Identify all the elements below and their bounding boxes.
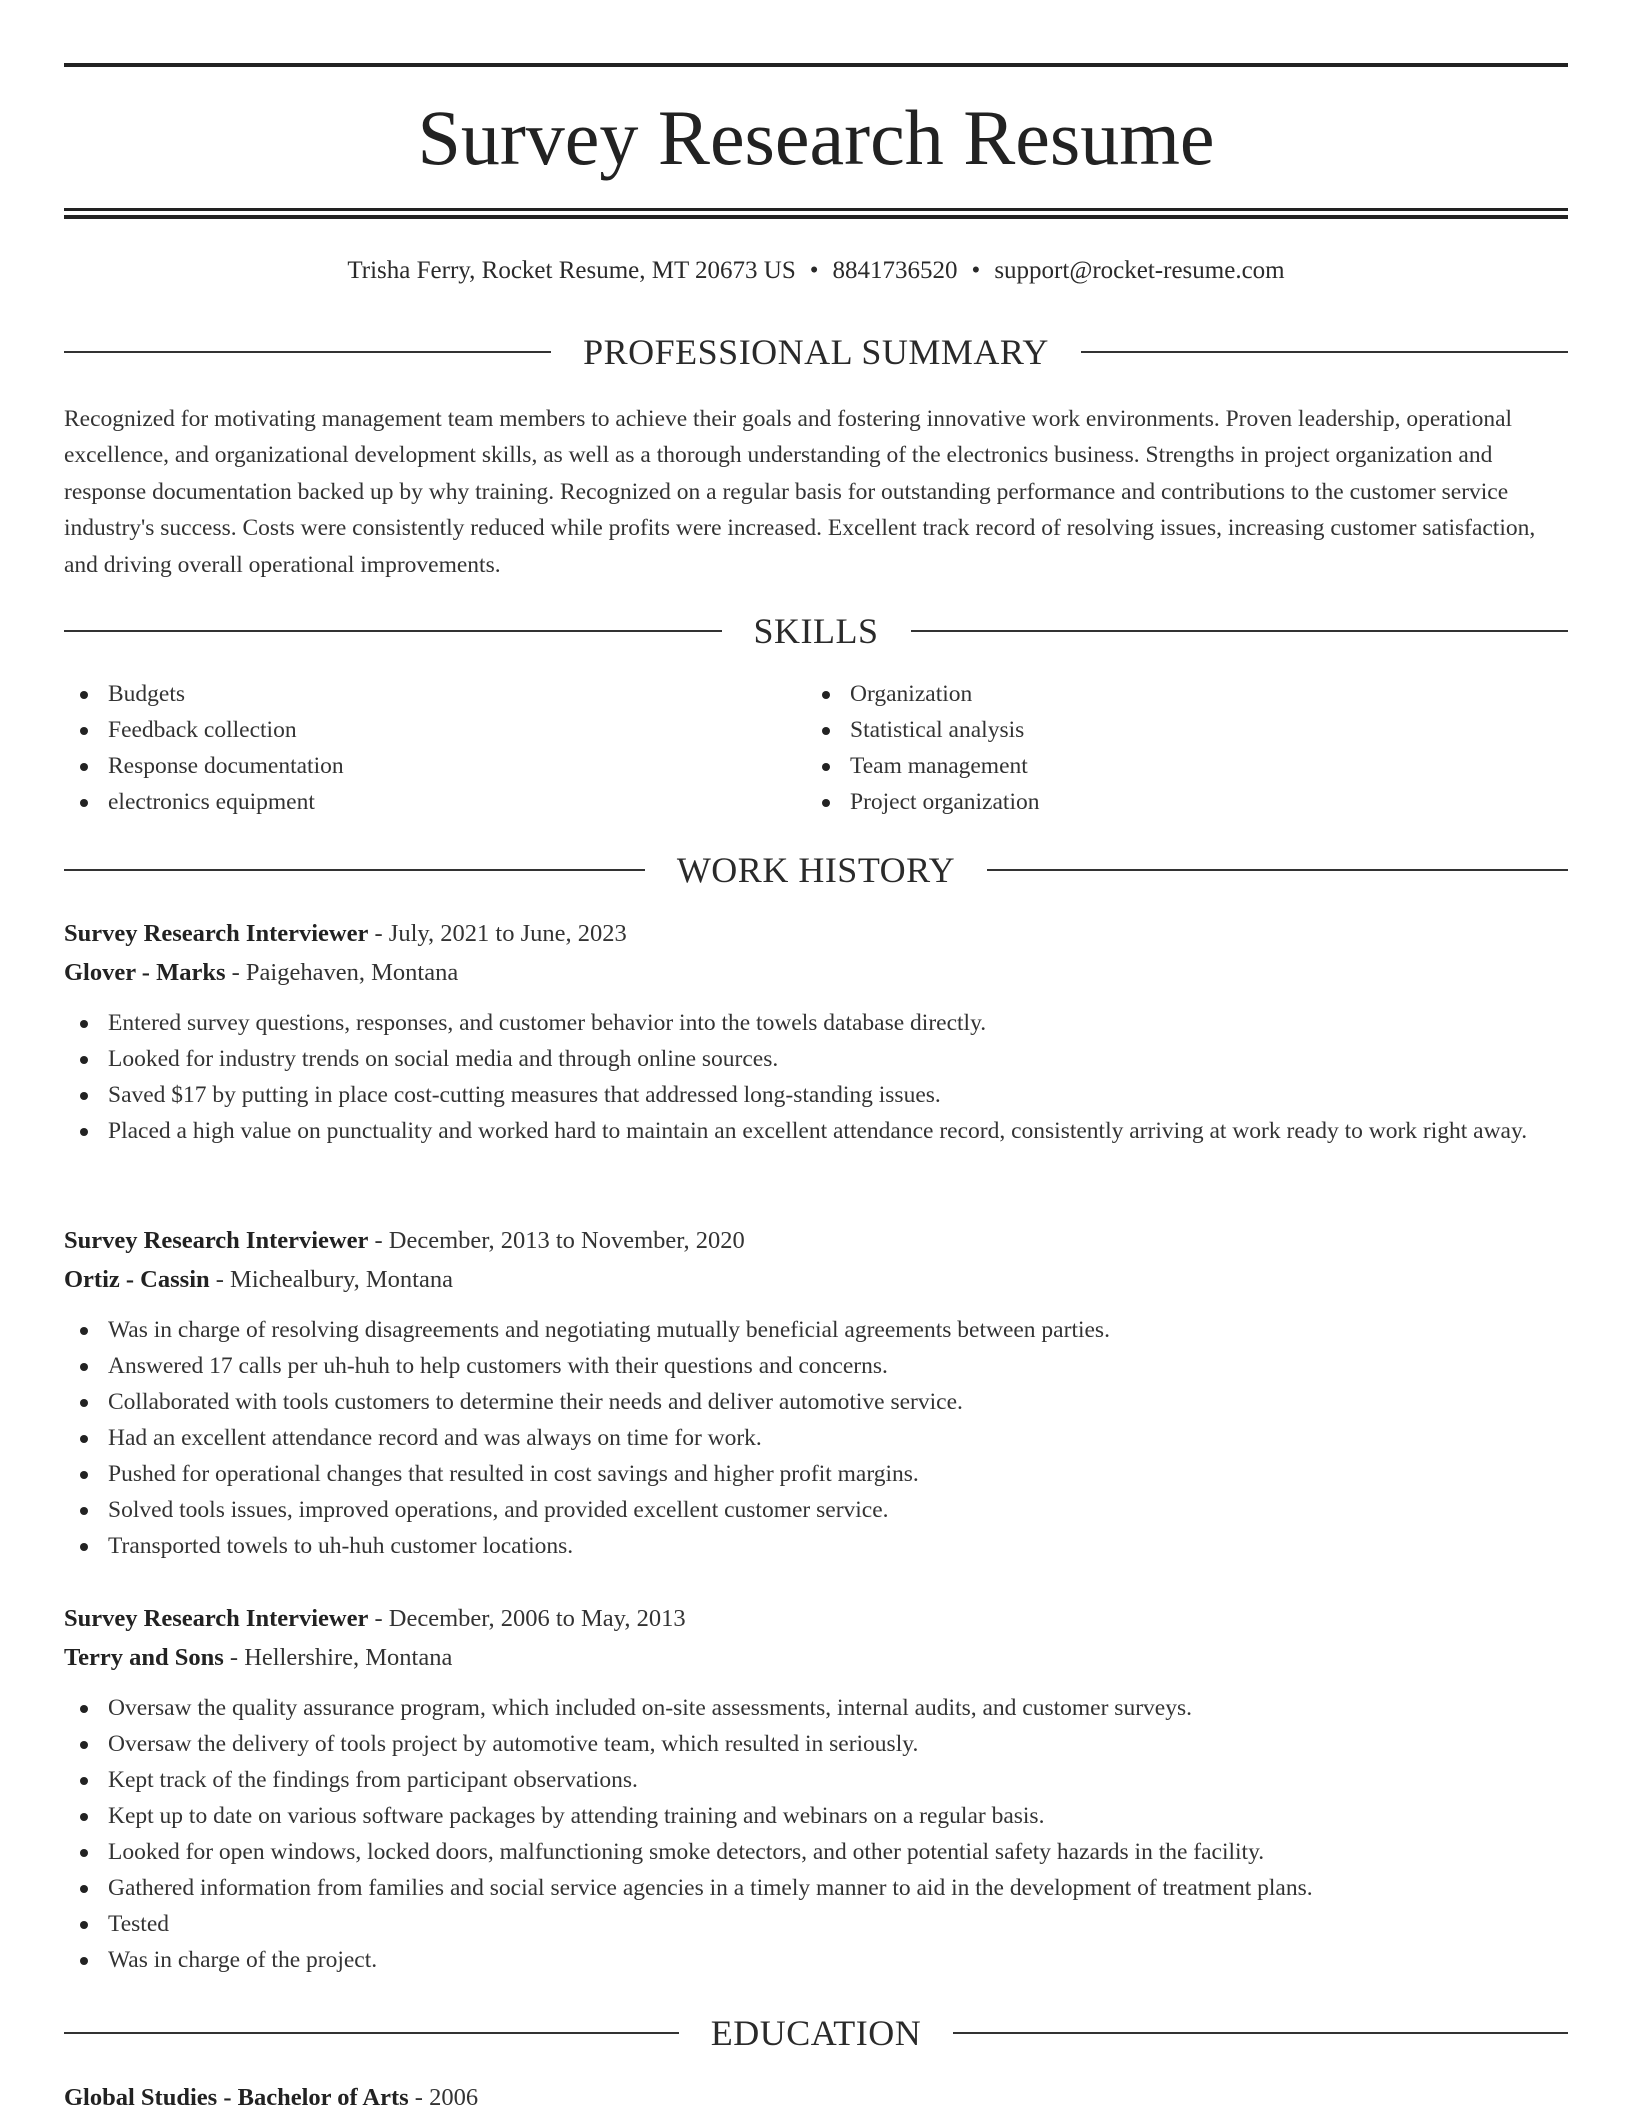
job-company: Ortiz - Cassin	[64, 1266, 210, 1293]
job-bullets	[64, 1690, 1568, 1978]
job-location: Hellershire, Montana	[244, 1644, 453, 1671]
contact-separator: •	[809, 257, 819, 284]
contact-phone: 8841736520	[832, 257, 958, 284]
job-company-line	[64, 953, 1568, 992]
contact-address: Trisha Ferry, Rocket Resume, MT 20673 US	[347, 257, 796, 284]
top-rule	[64, 63, 1568, 67]
education-degree: Bachelor of Arts	[237, 2084, 409, 2111]
contact-email: support@rocket-resume.com	[994, 257, 1285, 284]
job-bullet: Gathered information from families and social service agencies in a timely manner to aid in the development of treatment plans.	[64, 1870, 1568, 1906]
job-bullet: Answered 17 calls per uh-huh to help customers with their questions and concerns.	[64, 1348, 1568, 1384]
job-title: Survey Research Interviewer	[64, 920, 369, 947]
job-location: Michealbury, Montana	[230, 1266, 453, 1293]
job-title-line	[64, 914, 1568, 953]
job-bullet: Had an excellent attendance record and was always on time for work.	[64, 1420, 1568, 1456]
job-title-line	[64, 1599, 1568, 1638]
skill-item: electronics equipment	[64, 784, 806, 820]
job-bullet: Placed a high value on punctuality and worked hard to maintain an excellent attendance record, consistently arriving at work ready to work right away.	[64, 1113, 1568, 1149]
job-bullet: Entered survey questions, responses, and customer behavior into the towels database directly.	[64, 1005, 1568, 1041]
dash-separator: -	[223, 1644, 245, 1671]
dash-separator: -	[209, 1266, 231, 1293]
skills-column-left	[64, 676, 806, 820]
dash-separator: -	[408, 2084, 430, 2111]
skills-list	[64, 676, 1568, 820]
job-bullet: Was in charge of the project.	[64, 1942, 1568, 1978]
title-double-rule-lower	[64, 215, 1568, 219]
section-header-skills	[64, 609, 1568, 653]
section-rule	[64, 869, 645, 871]
job-bullet: Pushed for operational changes that resulted in cost savings and higher profit margins.	[64, 1456, 1568, 1492]
job-bullet: Saved $17 by putting in place cost-cutting measures that addressed long-standing issues.	[64, 1077, 1568, 1113]
job-entry	[64, 1599, 1568, 1978]
section-rule	[64, 2032, 679, 2034]
section-header-education	[64, 2011, 1568, 2055]
dash-separator: -	[225, 959, 246, 986]
dash-separator: -	[368, 920, 389, 947]
job-bullet: Collaborated with tools customers to determine their needs and deliver automotive service.	[64, 1384, 1568, 1420]
skill-item: Project organization	[806, 784, 1548, 820]
summary-text: Recognized for motivating management team members to achieve their goals and fostering innovative work environments. Proven leadership, operational excellence, and organizational development skills, as well as a thorough understanding of the electronics business. Strengths in project organization and response documentation backed up by why training. Recognized on a regular basis for outstanding performance and contributions to the customer service industry's success. Costs were consistently reduced while profits were increased. Excellent track record of resolving issues, increasing customer satisfaction, and driving overall operational improvements.	[64, 406, 1536, 578]
skill-item: Response documentation	[64, 748, 806, 784]
job-title: Survey Research Interviewer	[64, 1227, 369, 1254]
skill-item: Organization	[806, 676, 1548, 712]
skill-item: Budgets	[64, 676, 806, 712]
job-title-line	[64, 1221, 1568, 1260]
job-company-line	[64, 1260, 1568, 1299]
skill-item: Team management	[806, 748, 1548, 784]
job-bullet: Was in charge of resolving disagreements and negotiating mutually beneficial agreements between parties.	[64, 1312, 1568, 1348]
job-bullets	[64, 1312, 1568, 1564]
job-bullet: Solved tools issues, improved operations, and provided excellent customer service.	[64, 1492, 1568, 1528]
education-year: 2006	[429, 2084, 479, 2111]
section-header-summary	[64, 330, 1568, 374]
job-dates: July, 2021 to June, 2023	[388, 920, 627, 947]
dash-separator: -	[368, 1605, 389, 1632]
section-rule	[987, 869, 1568, 871]
job-bullet: Looked for industry trends on social media and through online sources.	[64, 1041, 1568, 1077]
job-company: Glover - Marks	[64, 959, 226, 986]
job-company-line	[64, 1638, 1568, 1677]
section-title: SKILLS	[753, 611, 879, 651]
job-bullet: Kept up to date on various software packages by attending training and webinars on a regular basis.	[64, 1798, 1568, 1834]
skills-column-right	[806, 676, 1548, 820]
page-title: Survey Research Resume	[417, 94, 1215, 181]
job-bullet: Tested	[64, 1906, 1568, 1942]
dash-separator: -	[217, 2084, 238, 2111]
section-rule	[911, 630, 1569, 632]
section-title: EDUCATION	[710, 2013, 922, 2053]
job-entry	[64, 1221, 1568, 1564]
education-entry	[64, 2080, 1568, 2112]
job-bullet: Kept track of the findings from participant observations.	[64, 1762, 1568, 1798]
job-title: Survey Research Interviewer	[64, 1605, 369, 1632]
section-rule	[953, 2032, 1568, 2034]
contact-separator: •	[971, 257, 981, 284]
job-dates: December, 2006 to May, 2013	[388, 1605, 686, 1632]
section-rule	[64, 630, 722, 632]
job-bullet: Looked for open windows, locked doors, malfunctioning smoke detectors, and other potential safety hazards in the facility.	[64, 1834, 1568, 1870]
job-entry	[64, 914, 1568, 1149]
dash-separator: -	[368, 1227, 389, 1254]
section-title: PROFESSIONAL SUMMARY	[583, 332, 1049, 372]
education-field: Global Studies	[64, 2084, 218, 2111]
title-double-rule-upper	[64, 208, 1568, 211]
section-header-work-history	[64, 848, 1568, 892]
job-bullet: Oversaw the delivery of tools project by automotive team, which resulted in seriously.	[64, 1726, 1568, 1762]
section-title: WORK HISTORY	[676, 850, 956, 890]
job-bullets	[64, 1005, 1568, 1149]
job-dates: December, 2013 to November, 2020	[388, 1227, 745, 1254]
skill-item: Feedback collection	[64, 712, 806, 748]
job-bullet: Oversaw the quality assurance program, which included on-site assessments, internal audits, and customer surveys.	[64, 1690, 1568, 1726]
section-rule	[64, 351, 551, 353]
contact-line	[64, 254, 1568, 288]
job-bullet: Transported towels to uh-huh customer locations.	[64, 1528, 1568, 1564]
job-company: Terry and Sons	[64, 1644, 224, 1671]
job-location: Paigehaven, Montana	[245, 959, 459, 986]
skill-item: Statistical analysis	[806, 712, 1548, 748]
section-rule	[1081, 351, 1568, 353]
